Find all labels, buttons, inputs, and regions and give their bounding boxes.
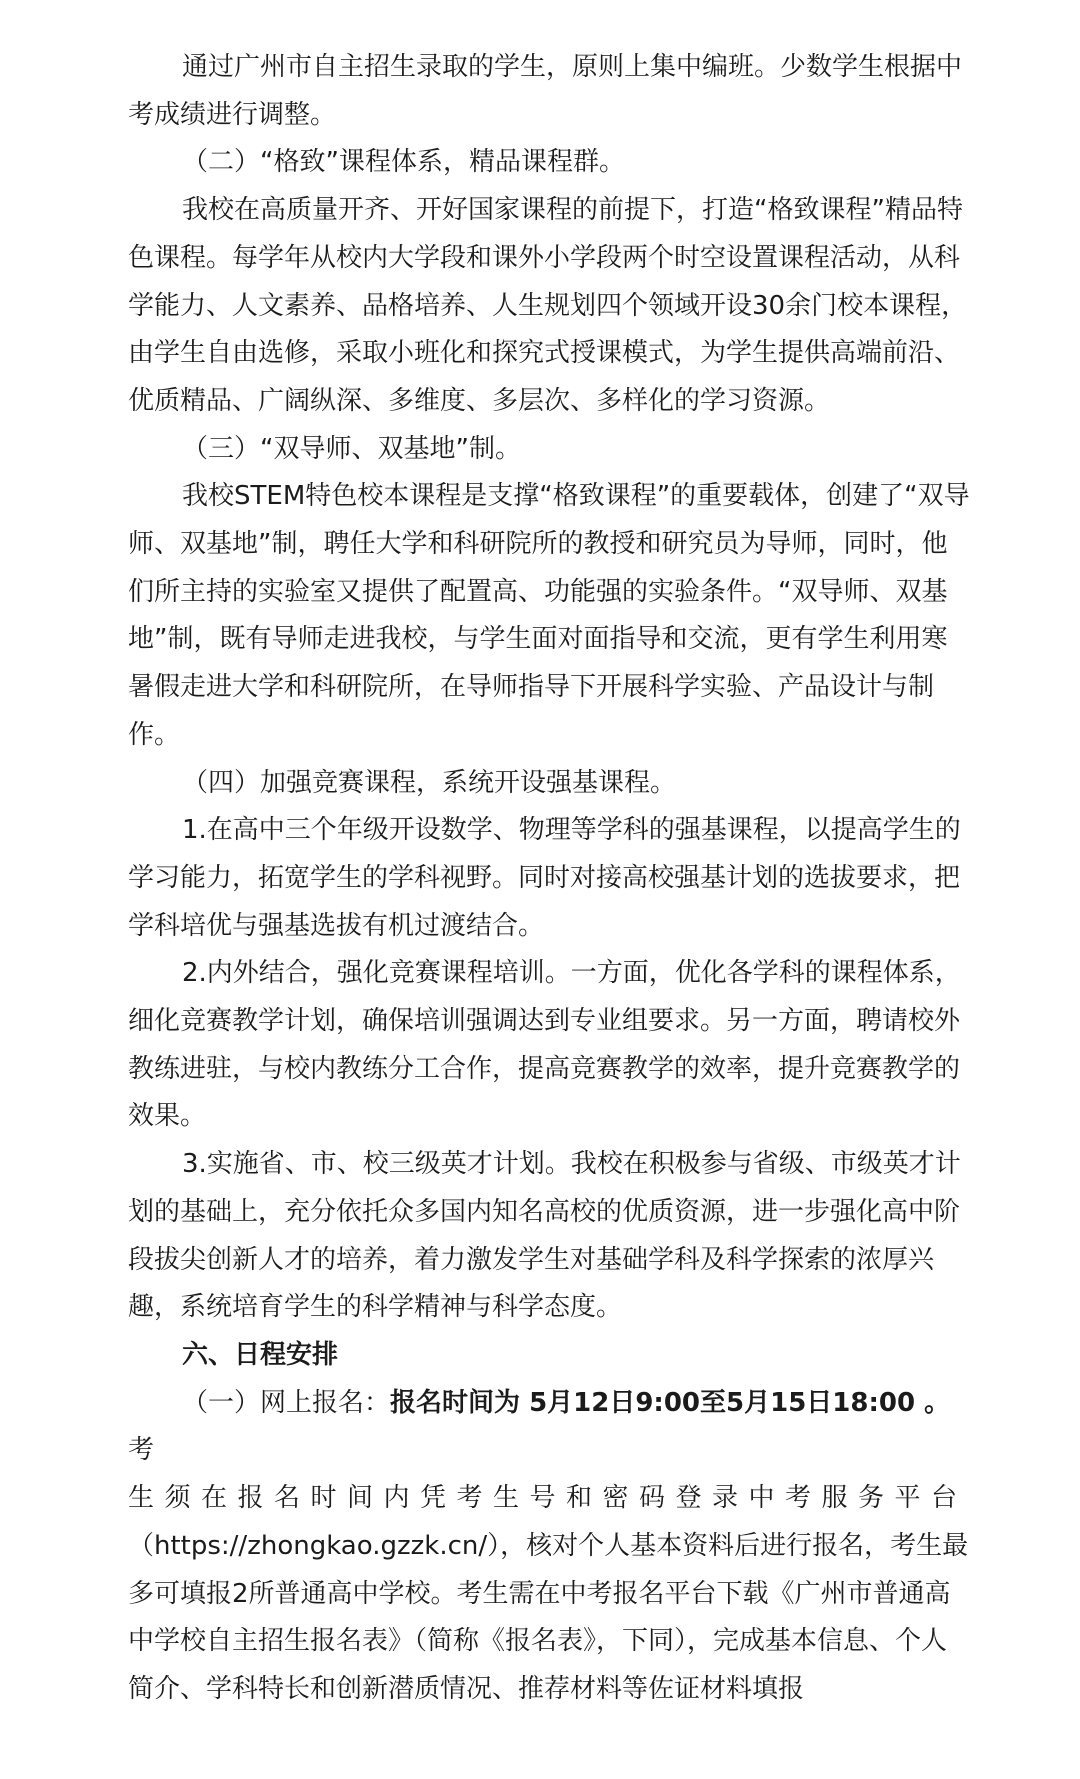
registration-line2: 生须在报名时间内凭考生号和密码登录中考服务平台 xyxy=(128,1483,968,1514)
paragraph-enrollment-grouping: 通过广州市自主招生录取的学生，原则上集中编班。少数学生根据中考成绩进行调整。 xyxy=(128,52,963,130)
registration-line1-tail: 考 xyxy=(128,1435,155,1466)
section-heading-schedule: 六、日程安排 xyxy=(182,1339,339,1370)
heading-gezhi-curriculum: （二）“格致”课程体系，精品课程群。 xyxy=(182,147,625,178)
paragraph-item-3: 3.实施省、市、校三级英才计划。我校在积极参与省级、市级英才计划的基础上，充分依托众多国内知名高校的优质资源，进一步强化高中阶段拔尖创新人才的培养，着力激发学生对基础学科及科学探索的浓厚兴趣，系统培育学生的科学精神与科学态度。 xyxy=(128,1149,961,1323)
heading-dual-mentor: （三）“双导师、双基地”制。 xyxy=(182,433,521,464)
paragraph-item-1: 1.在高中三个年级开设数学、物理等学科的强基课程，以提高学生的学习能力，拓宽学生的学科视野。同时对接高校强基计划的选拔要求，把学科培优与强基选拔有机过渡结合。 xyxy=(128,815,961,941)
paragraph-item-2: 2.内外结合，强化竞赛课程培训。一方面，优化各学科的课程体系，细化竞赛教学计划，确保培训强调达到专业组要求。另一方面，聘请校外教练进驻，与校内教练分工合作，提高竞赛教学的效率，提升竞赛教学的效果。 xyxy=(128,958,961,1132)
paragraph-gezhi-curriculum: 我校在高质量开齐、开好国家课程的前提下，打造“格致课程”精品特色课程。每学年从校内大学段和课外小学段两个时空设置课程活动，从科学能力、人文素养、品格培养、人生规划四个领域开设30余门校本课程，由学生自由选修，采取小班化和探究式授课模式，为学生提供高端前沿、优质精品、广阔纵深、多维度、多层次、多样化的学习资源。 xyxy=(128,195,968,416)
heading-competition-courses: （四）加强竞赛课程，系统开设强基课程。 xyxy=(182,767,677,798)
document-page xyxy=(128,44,970,1714)
paragraph-online-registration xyxy=(128,1380,970,1714)
registration-time: 报名时间为 5月12日9:00至5月15日18:00 。 xyxy=(390,1387,951,1418)
registration-rest: （https://zhongkao.gzzk.cn/），核对个人基本资料后进行报名，考生最多可填报2所普通高中学校。考生需在中考报名平台下载《广州市普通高中学校自主招生报名表》（简称《报名表》，下同），完成基本信息、个人简介、学科特长和创新潜质情况、推荐材料等佐证材料填报 xyxy=(128,1530,969,1704)
registration-lead: （一）网上报名： xyxy=(182,1387,391,1418)
paragraph-dual-mentor: 我校STEM特色校本课程是支撑“格致课程”的重要载体，创建了“双导师、双基地”制，聘任大学和科研院所的教授和研究员为导师，同时，他们所主持的实验室又提供了配置高、功能强的实验条件。“双导师、双基地”制，既有导师走进我校，与学生面对面指导和交流，更有学生利用寒暑假走进大学和科研院所，在导师指导下开展科学实验、产品设计与制作。 xyxy=(128,481,970,750)
